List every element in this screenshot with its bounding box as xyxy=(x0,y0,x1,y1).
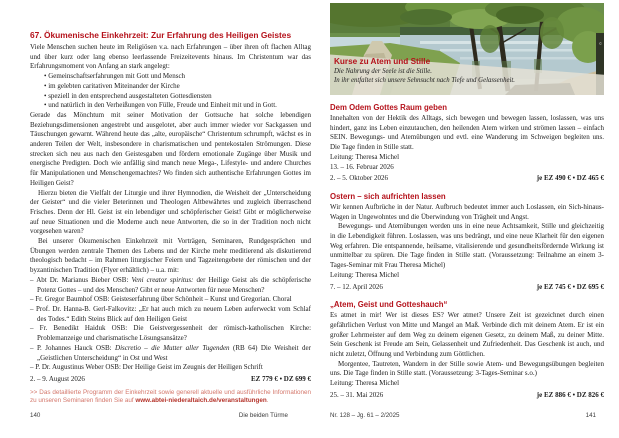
caption-quote-line1: Die Nahrung der Seele ist die Stille. xyxy=(334,68,432,75)
event-date: 13. – 16. Februar 2026 xyxy=(330,162,394,171)
caption-quote-line2: In ihr entfaltet sich unsere Sehnsucht nach Tiefe und Gelassenheit. xyxy=(334,77,515,84)
leitung-line: Leitung: Theresa Michel xyxy=(330,152,400,161)
body-paragraph: Bei unserer Ökumenischen Einkehrzeit mit Vorträgen, Seminaren, Rundgesprächen und Übungen werden zentrale Themen des Lebens und der Kirche mehr meditierend als diskutierend theologisch bedacht – im Rahmen liturgischer Feiern und Tagzeitengebete der römischen und der byzantinischen Tradition (Flyer erhältlich) – u.a. mit: xyxy=(30,237,311,275)
date-price-row xyxy=(330,174,604,184)
experience-bullet-list xyxy=(30,72,311,111)
date-price-row xyxy=(330,283,604,293)
website-link[interactable]: www.abtei-niederaltaich.de/veranstaltungen xyxy=(135,396,267,404)
section-heading: Ostern – sich aufrichten lassen xyxy=(330,191,446,201)
course-section-gotteshauch xyxy=(330,300,604,400)
leitung-line: Leitung: Theresa Michel xyxy=(330,270,400,279)
section-paragraph: Wir kennen Aufbrüche in der Natur. Aufbruch bedeutet immer auch Loslassen, ein Sich-hinaus-Wagen in Ungewohntes und die Überwindung von Trägheit und Angst. xyxy=(330,202,604,221)
riverside-photo xyxy=(330,3,604,95)
body-paragraph: Hierzu bieten die Vielfalt der Liturgie und ihrer Hymnodien, die Weisheit der „Unterscheidung der Geister“ und die vieler Beterinnen und Theologen Altbewährtes und zugleich überraschend Frisches. Denn der Hl. Geist ist ein lebendiger und schöpferischer Geist! Gibt er möglicherweise auf neue Situationen und die Moderne auch neue Antworten, die so in der Tradition noch nicht vorgesehen waren? xyxy=(30,188,311,236)
bullet-item: • speziell in den entsprechend ausgestalteten Gottesdiensten xyxy=(44,92,311,102)
speaker-list xyxy=(30,276,311,373)
event-date: 2. – 5. Oktober 2026 xyxy=(330,174,388,183)
event-price: je EZ 490 € • DZ 465 € xyxy=(536,174,604,183)
right-page-number: 141 xyxy=(585,412,596,419)
date-price-row xyxy=(30,375,311,385)
bullet-item: • und natürlich in den Verheißungen von Fülle, Freude und Einheit mit und in Gott. xyxy=(44,101,311,111)
photo-credit: © xyxy=(598,41,603,46)
course-section-ostern xyxy=(330,192,604,292)
event-date: 25. – 31. Mai 2026 xyxy=(330,390,384,399)
section-paragraph: Morgentee, Tautreten, Wandern in der Stille sowie Atem- und Bewegungsübungen begleiten uns. Die Tage finden in Stille statt. (Voraussetzung: 3-Tages-Seminar s.o.) xyxy=(330,359,604,378)
section-heading: „Atem, Geist und Gotteshauch“ xyxy=(330,300,448,310)
speaker-item: – P. Dr. Augustinus Weber OSB: Der Heilige Geist im Zeugnis der Heiligen Schrift xyxy=(30,363,311,373)
spread-footer xyxy=(0,412,619,426)
event-price: je EZ 745 € • DZ 695 € xyxy=(536,282,604,291)
speaker-item: – Fr. Benedikt Haiduk OSB: Die Geistvergessenheit der römisch-katholischen Kirche: Problemanzeige und charismatische Lösungsansätze? xyxy=(30,324,311,343)
left-page xyxy=(30,30,311,411)
left-page-number: 140 xyxy=(30,412,41,419)
right-page xyxy=(330,3,604,401)
event-date: 2. – 9. August 2026 xyxy=(30,374,85,383)
magazine-title: Die beiden Türme xyxy=(238,412,288,419)
speaker-item: – P. Johannes Hauck OSB: Discretio – die Mutter aller Tugenden (RB 64) Die Weisheit der „Geistlichen Unterscheidung“ in Ost und West xyxy=(30,344,311,363)
event-price: EZ 779 € • DZ 699 € xyxy=(250,374,311,383)
leitung-line: Leitung: Theresa Michel xyxy=(330,379,400,388)
section-paragraph: Es atmet in mir! Wer ist dieses ES? Wer atmet? Unsere Zeit ist gezeichnet durch einen gefährlichen Verlust von Mitte und Mangel an Maß. Verbinde dich mit deinem Atem. Er ist ein großer Lehrmeister auf dem Weg zu deinem eigenen Gesetz, zu deinem Maß, zu deiner Mitte. Sein Geschenk ist Freude am Sein, Gelassenheit und Zufriedenheit. Das Geschenk ist auch, und nicht zuletzt, Öffnung und Verbindung zum Göttlichen. xyxy=(330,311,604,359)
section-heading: Dem Odem Gottes Raum geben xyxy=(330,103,447,112)
section-paragraph: Innehalten von der Hektik des Alltags, sich bewegen und bewegen lassen, loslassen, was uns hindert, ganz ins Leben einzutauchen, den heilenden Atem wirken und strömen lassen – einfach SEIN. Bewegungs- und Atemübungen und evtl. eine Wanderung im Schweigen begleiten uns. Die Tage finden in Stille statt. xyxy=(330,114,604,152)
course-group-title: Kurse zu Atem und Stille xyxy=(334,57,431,66)
speaker-item: – Fr. Gregor Baumhof OSB: Geisteserfahrung über Schönheit – Kunst und Gregorian. Choral xyxy=(30,295,311,305)
speaker-item: – Prof. Dr. Hanna-B. Gerl-Falkovitz: „Er hat auch mich zu neuem Leben auferweckt vom Schlaf des Todes.“ Edith Steins Blick auf den Heiligen Geist xyxy=(30,305,311,324)
issue-info: Nr. 128 – Jg. 61 – 2/2025 xyxy=(330,412,400,419)
bullet-item: • im gelebten caritativen Miteinander der Kirche xyxy=(44,82,311,92)
section-paragraph: Bewegungs- und Atemübungen werden uns in eine neue Achtsamkeit, Stille und gleichzeitig in die Lebendigkeit führen. Loslassen, was uns bedrängt, und eine neue Klarheit für den eigenen Weg erfahren. Die entspannende, heilsame, vitalisierende und gesundheitsfördernde Wirkung ist unmittelbar zu spüren. Die Tage finden in Stille statt. (Voraussetzung: Teilnahme an einem 3-Tages-Seminar mit Frau Theresa Michel) xyxy=(330,222,604,270)
body-paragraph: Gerade das Mönchtum mit seiner Motivation der Gottsuche hat solche lebendigen Beziehungsdimensionen angestrebt und ausgelotet, aber auch immer wieder vor Sackgassen und Täuschungen gewarnt. Während heute das „alte, europäische“ Christentum schrumpft, wächst es in anderen Teilen der Welt, insbesondere in charismatischen und pentekostalen Strömungen. Diese strecken sich neu aus nach den Geistesgaben und fördern emotionale Zugänge über Musik und energische Predigten. Doch wie anfällig sind manch neue Mega-, Lifestyle- und andere Churches für Manipulationen und Menschengemachtes? Wo finden sich authentische Erfahrungen Gottes im Heiligen Geist? xyxy=(30,110,311,187)
article-heading: 67. Ökumenische Einkehrzeit: Zur Erfahrung des Heiligen Geistes xyxy=(30,30,292,40)
bullet-item: • Gemeinschaftserfahrungen mit Gott und Mensch xyxy=(44,72,311,82)
speaker-item: – Abt Dr. Marianus Bieber OSB: Veni creator spiritus: der Heilige Geist als die schöpferische Potenz Gottes – und des Menschen? Gibt er neue Antworten für neue Menschen? xyxy=(30,276,311,295)
course-section-odem xyxy=(330,103,604,184)
event-date: 7. – 12. April 2026 xyxy=(330,282,383,291)
info-note: >> Das detaillierte Programm der Einkehrzeit sowie generell aktuelle und ausführliche Informationen zu unseren Seminaren finden Sie auf www.abtei-niederaltaich.de/veranstaltungen. xyxy=(30,388,311,404)
date-price-row xyxy=(330,391,604,401)
event-price: je EZ 886 € • DZ 826 € xyxy=(536,390,604,399)
intro-paragraph: Viele Menschen suchen heute im Religiösen v.a. nach Erfahrungen – über ihren oft flachen Alltag und über kurz oder lang ebenso leerlassende Freizeitevents hinaus. Im Christentum war das Erfahrungsmoment von Anfang an stark angelegt: xyxy=(30,43,311,71)
